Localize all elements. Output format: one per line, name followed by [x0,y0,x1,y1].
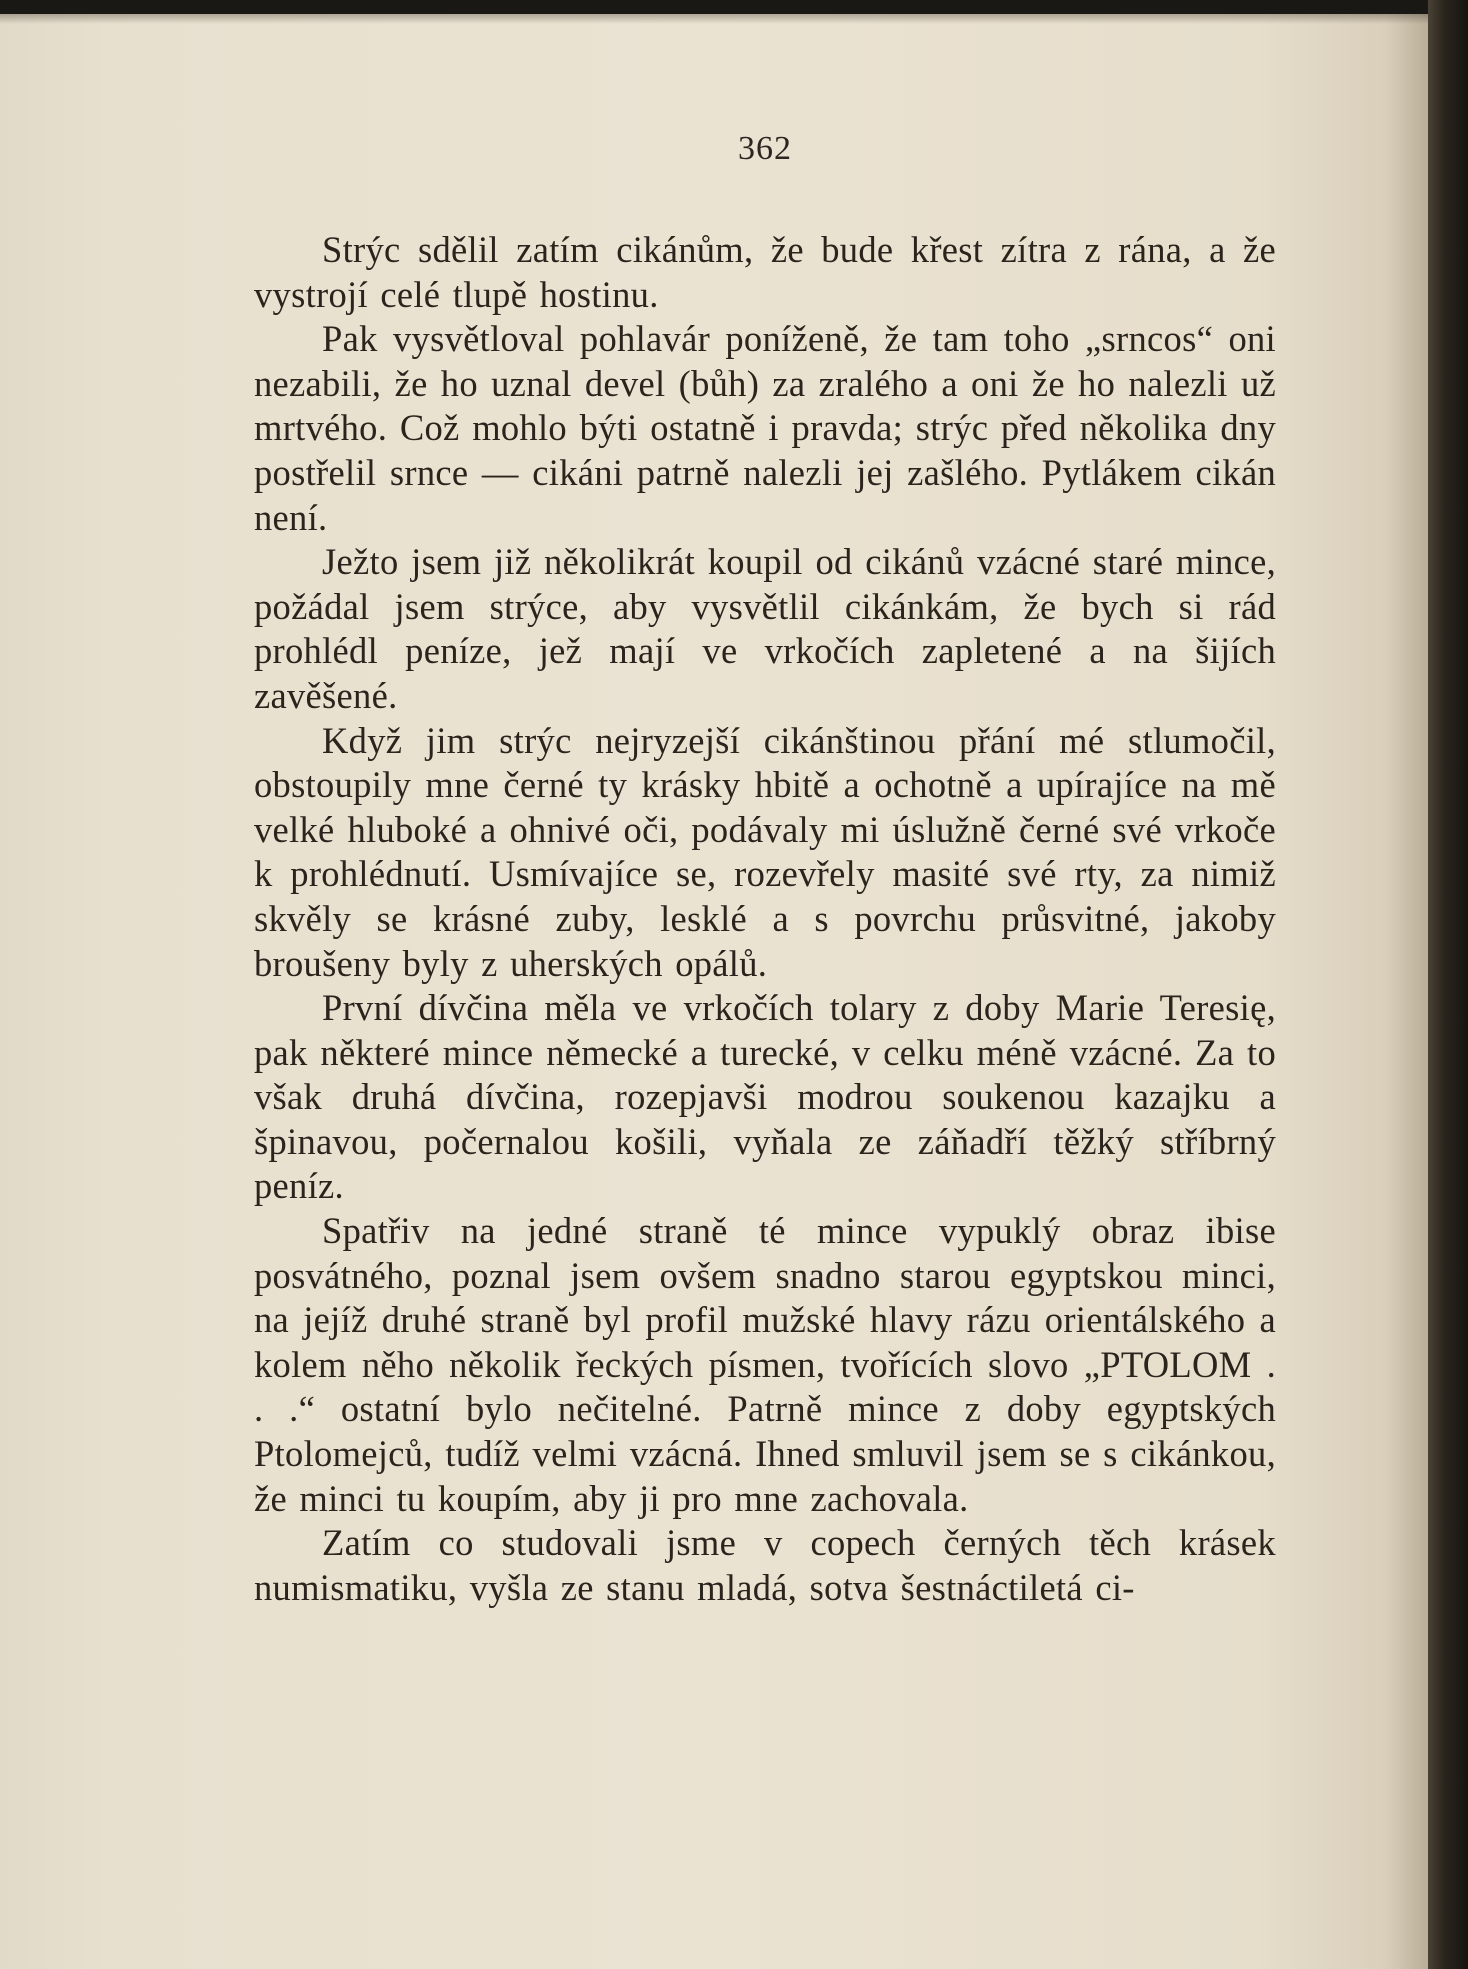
body-text [254,228,1276,1610]
paragraph-3: Ježto jsem již několikrát koupil od cikánů vzácné staré mince, požádal jsem strýce, aby vysvětlil cikánkám, že bych si rád prohlédl peníze, jež mají ve vrkočích zapletené a na šijích zavěšené. [254,541,1276,716]
paragraph-7: Zatím co studovali jsme v copech černých těch krásek numismatiku, vyšla ze stanu mladá, sotva šestnáctiletá ci- [254,1522,1276,1608]
paragraph-4: Když jim strýc nejryzejší cikánštinou přání mé stlumočil, obstoupily mne černé ty krásky hbitě a ochotně a upírajíce na mě velké hluboké a ohnivé oči, podávaly mi úslužně černé své vrkoče k prohlédnutí. Usmívajíce se, rozevřely masité své rty, za nimiž skvěly se krásné zuby, lesklé a s povrchu průsvitné, jakoby broušeny byly z uherských opálů. [254,719,1276,984]
page-number: 362 [738,130,792,167]
paragraph-1: Strýc sdělil zatím cikánům, že bude křest zítra z rána, a že vystrojí celé tlupě hostinu. [254,229,1276,315]
paragraph-2: Pak vysvětloval pohlavár poníženě, že tam toho „srncos“ oni nezabili, že ho uznal devel (bůh) za zralého a oni že ho nalezli už mrtvého. Což mohlo býti ostatně i pravda; strýc před několika dny postřelil srnce — cikáni patrně nalezli jej zašlého. Pytlákem cikán není. [254,318,1276,538]
book-binding-edge [1428,0,1468,1969]
paragraph-5: První dívčina měla ve vrkočích tolary z doby Marie Teresię, pak některé mince německé a turecké, v celku méně vzácné. Za to však druhá dívčina, rozepjavši modrou soukenou kazajku a špinavou, počernalou košili, vyňala ze záňadří těžký stříbrný peníz. [254,987,1276,1207]
paragraph-6: Spatřiv na jedné straně té mince vypuklý obraz ibise posvátného, poznal jsem ovšem snadno starou egyptskou minci, na jejíž druhé straně byl profil mužské hlavy rázu orientálského a kolem něho několik řeckých písmen, tvořících slovo „PTOLOM . . .“ ostatní bylo nečitelné. Patrně mince z doby egyptských Ptolomejců, tudíž velmi vzácná. Ihned smluvil jsem se s cikánkou, že minci tu koupím, aby ji pro mne zachovala. [254,1210,1276,1519]
